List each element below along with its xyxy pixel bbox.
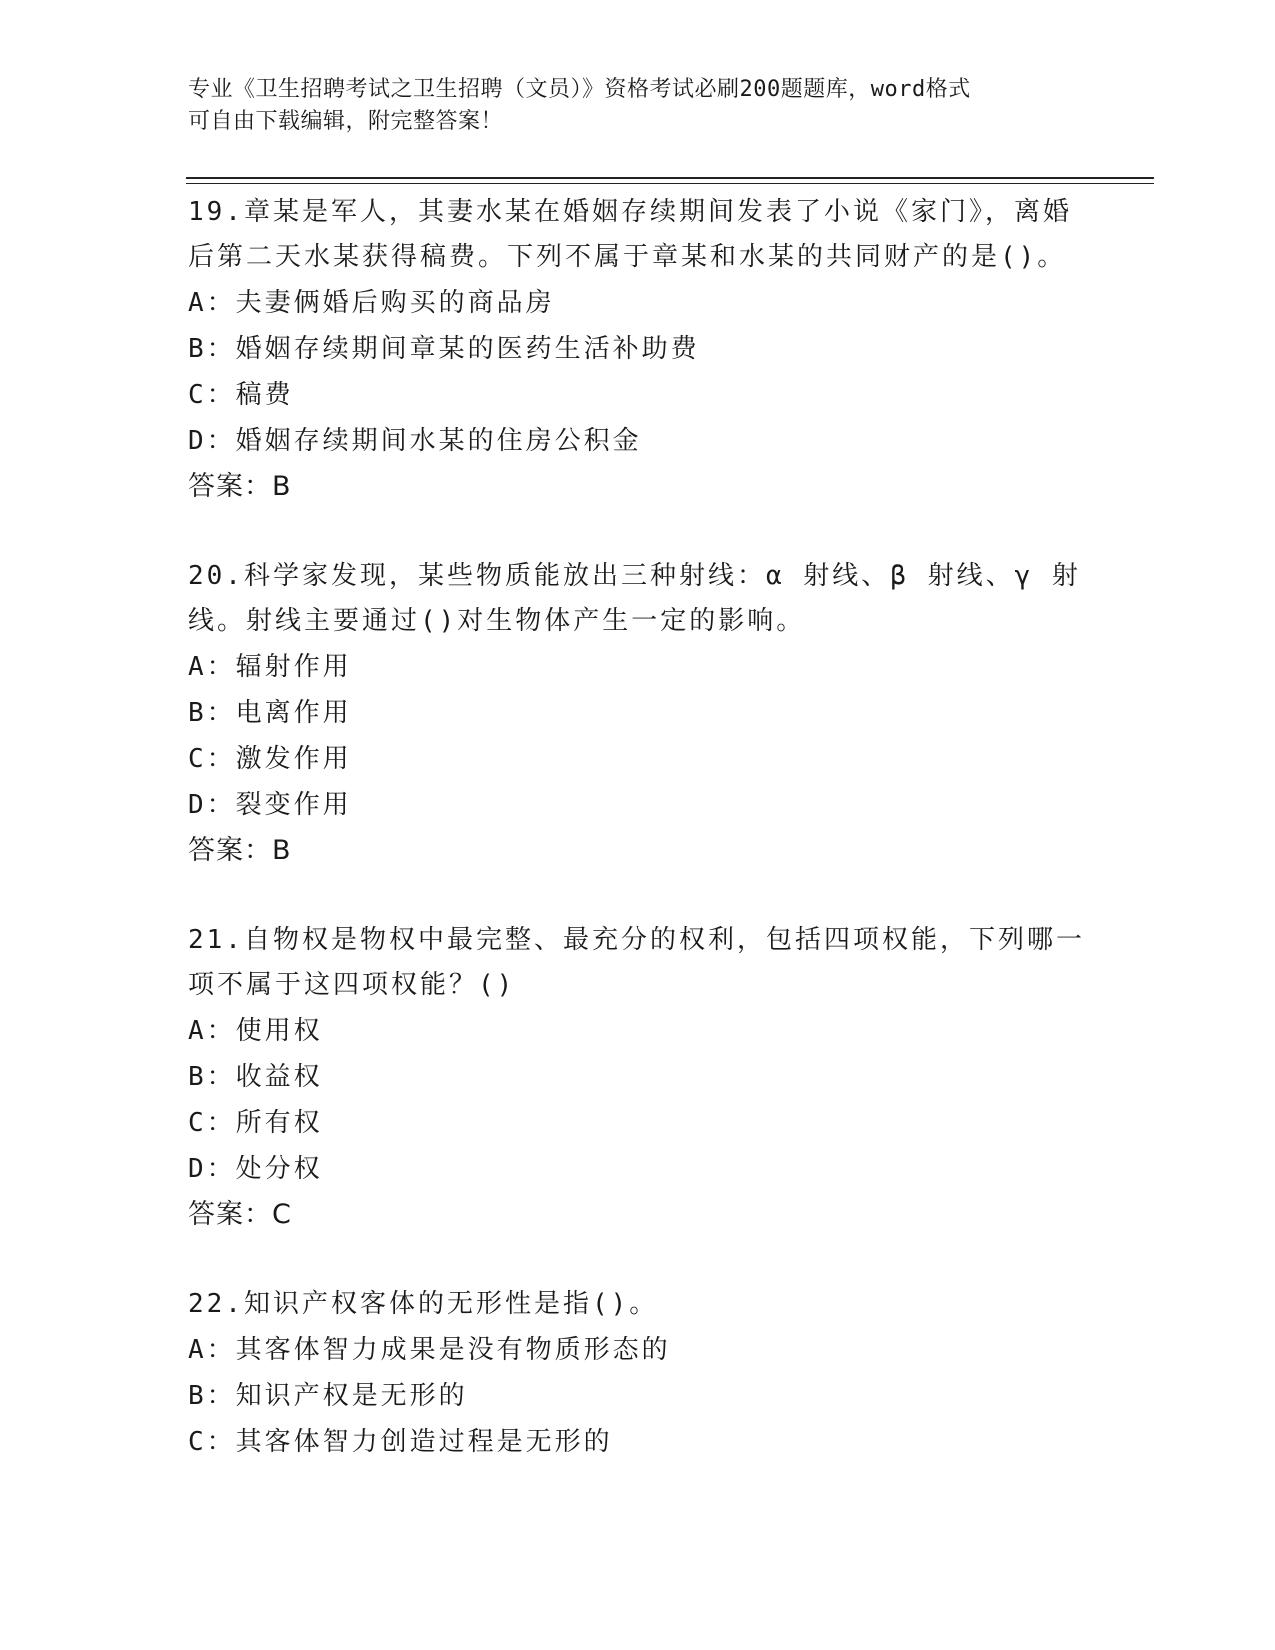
option-a: A：辐射作用 [188,652,352,682]
answer-line: 答案：B [188,835,292,866]
option-a: A：使用权 [188,1016,323,1046]
question-stem [188,918,1088,1008]
option-c: C：所有权 [188,1108,323,1138]
question-19 [188,190,1088,509]
option-b: B：电离作用 [188,698,352,728]
question-stem-line: 后第二天水某获得稿费。下列不属于章某和水某的共同财产的是()。 [188,242,1067,272]
option-d: D：裂变作用 [188,790,352,820]
header-line-1: 专业《卫生招聘考试之卫生招聘（文员）》资格考试必刷200题题库，word格式 [188,77,971,102]
question-stem-line: 20.科学家发现，某些物质能放出三种射线：α 射线、β 射线、γ 射 [188,561,1081,591]
question-stem [188,554,1088,644]
option-a: A：其客体智力成果是没有物质形态的 [188,1335,671,1365]
question-stem-line: 19.章某是军人，其妻水某在婚姻存续期间发表了小说《家门》，离婚 [188,197,1072,227]
header-divider-thin [186,183,1154,184]
option-d: D：婚姻存续期间水某的住房公积金 [188,426,642,456]
answer-line: 答案：C [188,1199,292,1230]
question-21 [188,918,1088,1237]
header-divider-thick [186,177,1154,179]
option-c: C：其客体智力创造过程是无形的 [188,1427,613,1457]
question-stem-line: 项不属于这四项权能？() [188,970,516,1000]
option-d: D：处分权 [188,1154,323,1184]
question-stem [188,1282,1088,1327]
answer-line: 答案：B [188,471,292,502]
question-stem-line: 线。射线主要通过()对生物体产生一定的影响。 [188,606,806,636]
document-header [188,74,1068,138]
question-stem-line: 22.知识产权客体的无形性是指()。 [188,1289,659,1319]
option-c: C：激发作用 [188,744,352,774]
option-b: B：婚姻存续期间章某的医药生活补助费 [188,334,700,364]
option-a: A：夫妻俩婚后购买的商品房 [188,288,555,318]
question-20 [188,554,1088,873]
question-list [188,190,1088,1510]
header-line-2: 可自由下载编辑，附完整答案！ [188,109,504,134]
question-22 [188,1282,1088,1465]
option-b: B：收益权 [188,1062,323,1092]
question-stem [188,190,1088,280]
option-b: B：知识产权是无形的 [188,1381,468,1411]
question-stem-line: 21.自物权是物权中最完整、最充分的权利，包括四项权能，下列哪一 [188,925,1085,955]
option-c: C：稿费 [188,380,294,410]
